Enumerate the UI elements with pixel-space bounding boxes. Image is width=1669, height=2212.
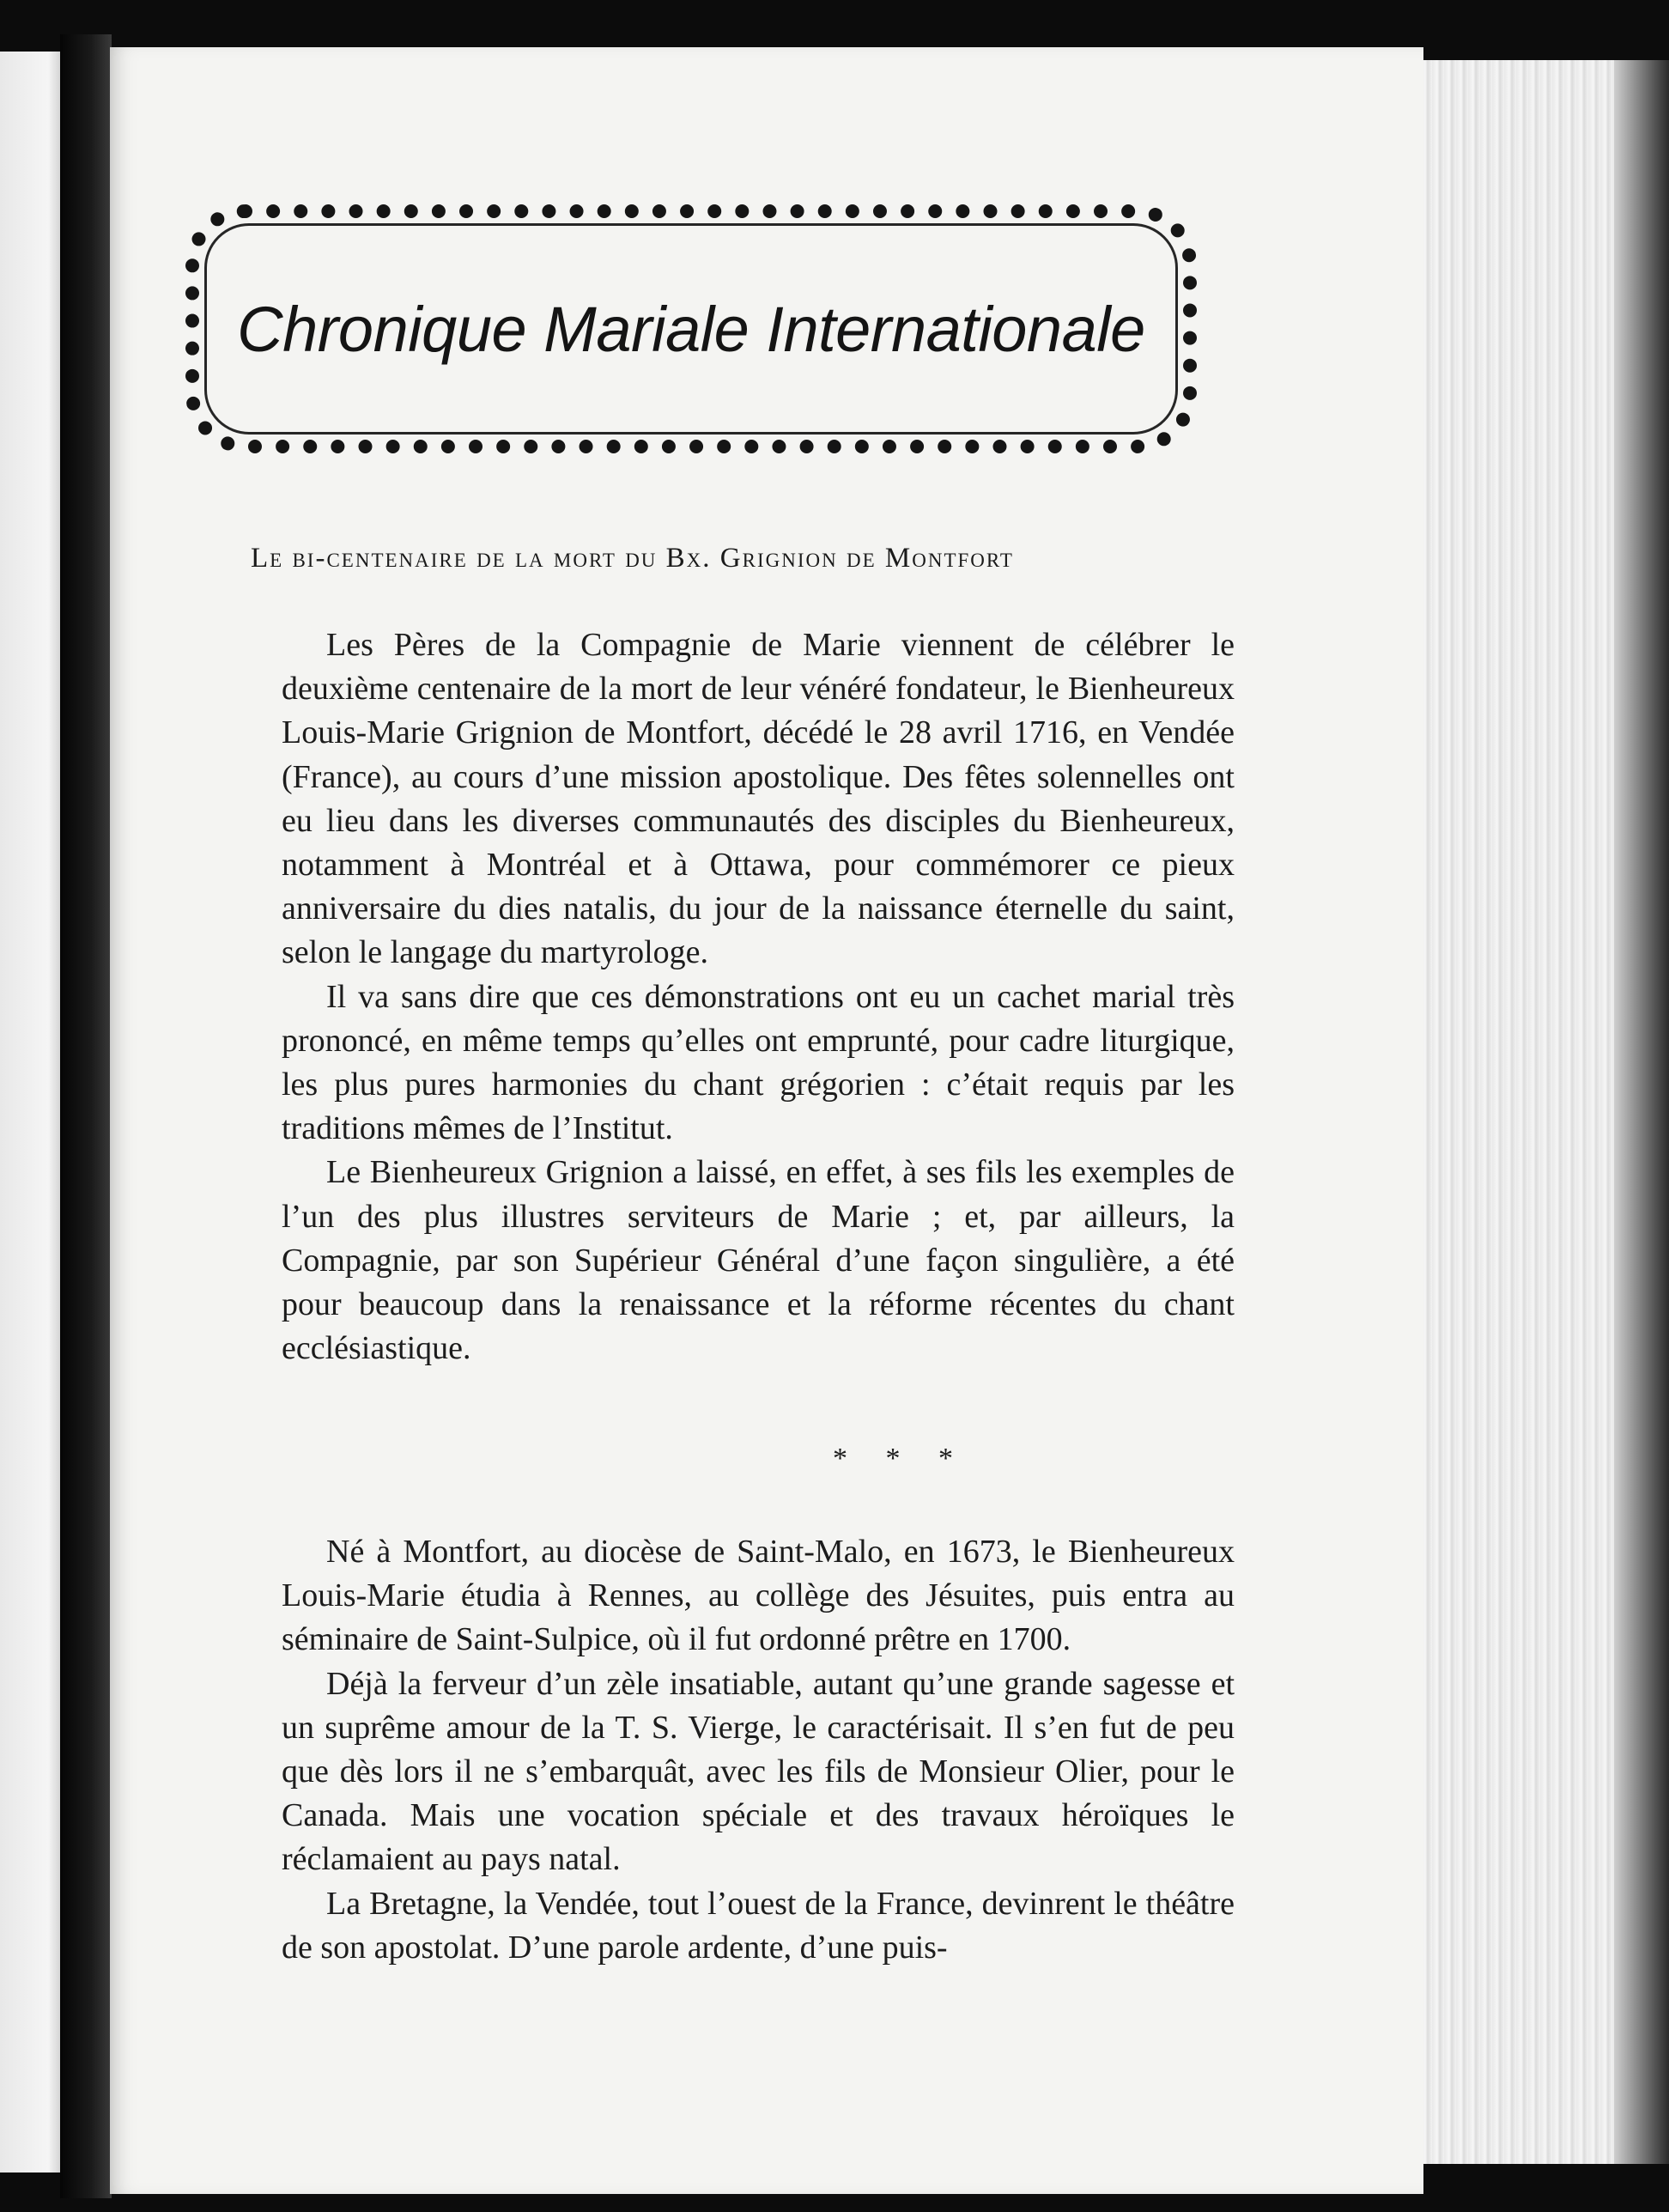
page-block-shadow <box>1614 60 1669 2164</box>
page-block-edge <box>1408 60 1640 2164</box>
page-title: Chronique Mariale Internationale <box>237 293 1145 365</box>
paragraph: Le Bienheureux Grignion a laissé, en effet, à ses fils les exemples de l’un des plus illustres serviteurs de Marie ; et, par ailleurs, la Compagnie, par son Supérieur Général d’une façon singulière, a été pour beaucoup dans la renaissance et la réforme récentes du chant ecclésiastique. <box>282 1154 1235 1367</box>
book-spine <box>60 34 112 2198</box>
paragraph: Né à Montfort, au diocèse de Saint-Malo, en 1673, le Bienheureux Louis-Marie étudia à Rennes, au collège des Jésuites, puis entra au séminaire de Saint-Sulpice, où il fut ordonné prêtre en 1700. <box>282 1534 1235 1658</box>
article-body-part2 <box>282 1530 1235 1970</box>
left-page-edge <box>0 52 60 2172</box>
paragraph: La Bretagne, la Vendée, tout l’ouest de la France, devinrent le théâtre de son apostolat. D’une parole ardente, d’une puis- <box>282 1885 1235 1966</box>
paragraph: Il va sans dire que ces démonstrations ont eu un cachet marial très prononcé, en même temps qu’elles ont emprunté, pour cadre liturgique, les plus pures harmonies du chant grégorien : c’était requis par les traditions mêmes de l’Institut. <box>282 978 1235 1147</box>
section-separator: * * * <box>833 1443 968 1474</box>
paragraph: Déjà la ferveur d’un zèle insatiable, autant qu’une grande sagesse et un suprême amour de la T. S. Vierge, le caractérisait. Il s’en fut de peu que dès lors il ne s’embarquât, avec les fils de Monsieur Olier, pour le Canada. Mais une vocation spéciale et des travaux héroïques le réclamaient au pays natal. <box>282 1665 1235 1878</box>
section-heading: Le bi-centenaire de la mort du Bx. Grignion de Montfort <box>251 543 1014 574</box>
article-body-part1 <box>282 623 1235 1370</box>
paragraph: Les Pères de la Compagnie de Marie viennent de célébrer le deuxième centenaire de la mort de leur vénéré fondateur, le Bienheureux Louis-Marie Grignion de Montfort, décédé le 28 avril 1716, en Vendée (France), au cours d’une mission apostolique. Des fêtes solennelles ont eu lieu dans les diverses communautés des disciples du Bienheureux, notamment à Montréal et à Ottawa, pour commémorer ce pieux anniversaire du dies natalis, du jour de la naissance éternelle du saint, selon le langage du martyrologe. <box>282 627 1235 971</box>
